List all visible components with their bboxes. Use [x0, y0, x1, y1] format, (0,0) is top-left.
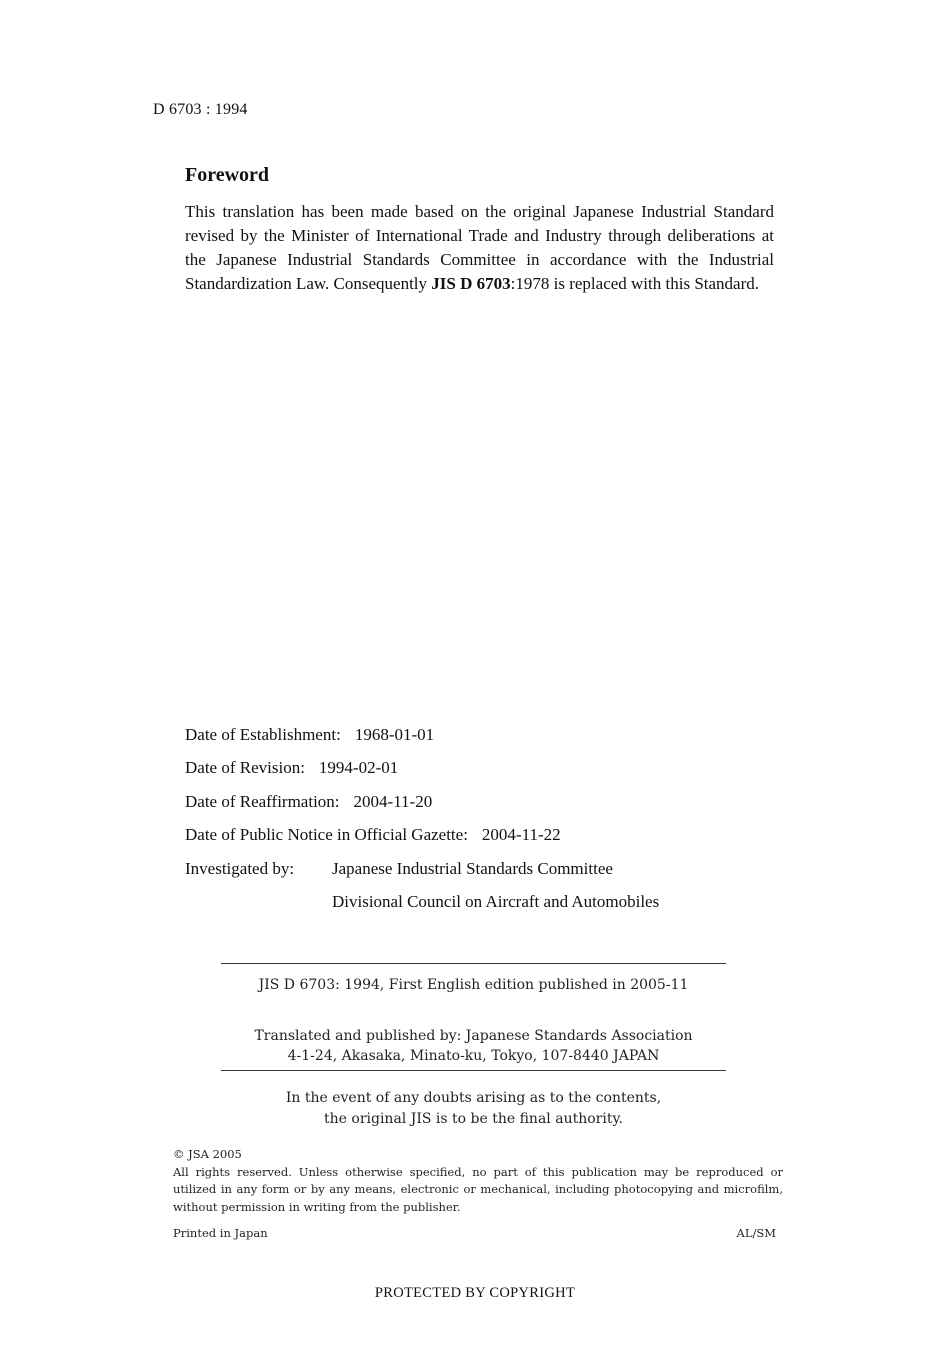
publisher-info: Translated and published by: Japanese Standards Association — [254, 1028, 693, 1044]
foreword-body — [185, 200, 774, 296]
copyright-block — [173, 1146, 783, 1216]
authority-notice — [221, 1088, 726, 1130]
date-value: 2004-11-22 — [481, 825, 561, 845]
investigated-by-council — [185, 891, 659, 924]
print-code: AL/SM — [736, 1226, 776, 1240]
date-value: 1994-02-01 — [318, 758, 399, 778]
notice-line-2: the original JIS is to be the final authority. — [324, 1111, 623, 1127]
printed-row — [173, 1226, 776, 1240]
publisher-address: 4-1-24, Akasaka, Minato-ku, Tokyo, 107-8440 JAPAN — [287, 1048, 660, 1064]
investigated-council: Divisional Council on Aircraft and Automobiles — [332, 891, 660, 911]
copyright-text: All rights reserved. Unless otherwise specified, no part of this publication may be reproduced or utilized in any form or by any means, electronic or mechanical, including photocopying and microfilm, without permission in writing from the publisher. — [173, 1164, 783, 1214]
date-revision — [185, 757, 659, 790]
copyright-owner: © JSA 2005 — [173, 1147, 242, 1161]
investigated-by — [185, 858, 659, 891]
protected-by-copyright-footer: PROTECTED BY COPYRIGHT — [374, 1285, 576, 1301]
investigated-label: Investigated by: — [185, 858, 295, 878]
investigated-committee: Japanese Industrial Standards Committee — [332, 858, 613, 878]
divider-top — [221, 963, 726, 964]
date-label: Date of Public Notice in Official Gazette: — [185, 825, 468, 845]
notice-line-1: In the event of any doubts arising as to the contents, — [285, 1090, 662, 1106]
foreword-text: This translation has been made based on the original Japanese Industrial Standard revised by the Minister of International Trade and Industry through deliberations at the Japanese Industrial Standards Committee in accordance with the Industrial Standardization Law. Consequently — [185, 202, 774, 293]
printed-in: Printed in Japan — [173, 1226, 268, 1240]
date-establishment — [185, 724, 659, 757]
document-id-header: D 6703 : 1994 — [153, 101, 248, 118]
date-label: Date of Establishment: — [185, 725, 341, 744]
date-value: 2004-11-20 — [353, 791, 433, 811]
date-label: Date of Reaffirmation: — [185, 791, 340, 811]
edition-info: JIS D 6703: 1994, First English edition published in 2005-11 — [258, 977, 689, 993]
divider-bottom — [221, 1070, 726, 1071]
date-reaffirmation — [185, 791, 659, 824]
date-public-notice — [185, 824, 659, 857]
foreword-text-end: :1978 is replaced with this Standard. — [510, 274, 759, 293]
standard-dates — [185, 724, 659, 924]
replaced-standard-id: JIS D 6703 — [431, 274, 511, 293]
date-value: 1968-01-01 — [354, 725, 435, 744]
date-label: Date of Revision: — [185, 758, 305, 778]
foreword-title: Foreword — [185, 164, 270, 186]
